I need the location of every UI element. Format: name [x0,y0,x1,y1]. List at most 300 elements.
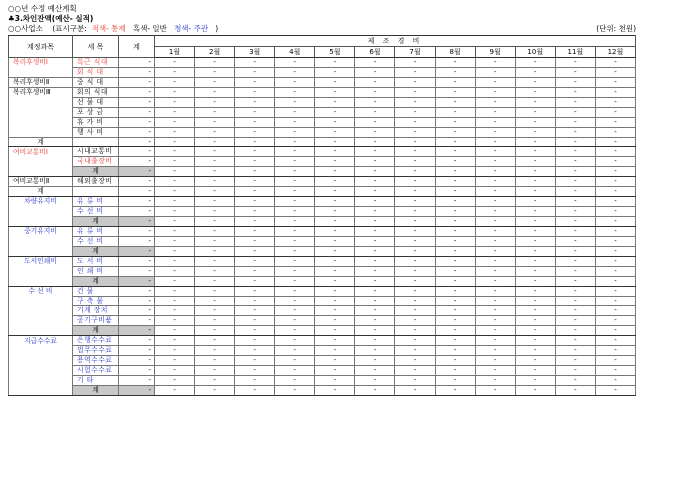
total-cell: - [119,107,155,117]
account-cell [9,157,73,167]
month-cell: - [435,266,475,276]
month-cell: - [275,256,315,266]
table-row [9,97,636,107]
month-cell: - [595,385,635,395]
month-cell: - [355,207,395,217]
month-cell: - [515,266,555,276]
month-cell: - [475,296,515,306]
month-cell: - [235,336,275,346]
month-cell: - [515,346,555,356]
month-cell: - [475,226,515,236]
total-cell: - [119,385,155,395]
month-cell: - [475,107,515,117]
month-cell: - [555,127,595,137]
table-row [9,326,636,336]
month-cell: - [475,336,515,346]
month-cell: - [275,346,315,356]
table-row [9,207,636,217]
month-cell: - [595,177,635,187]
unit-label: (단위: 천원) [596,24,636,33]
month-cell: - [355,97,395,107]
month-cell: - [275,376,315,386]
item-cell: 기계 장치 [73,306,119,316]
month-cell: - [155,217,195,227]
month-cell: - [275,306,315,316]
month-cell: - [435,157,475,167]
month-cell: - [555,177,595,187]
month-cell: - [235,117,275,127]
month-cell: - [555,67,595,77]
account-cell [9,346,73,356]
month-cell: - [395,306,435,316]
total-cell: - [119,316,155,326]
month-cell: - [355,58,395,68]
month-cell: - [235,266,275,276]
month-cell: - [395,157,435,167]
item-cell [73,187,119,197]
account-cell: 수 선 비 [9,286,73,296]
item-cell [73,137,119,147]
total-cell: - [119,326,155,336]
month-cell: - [555,286,595,296]
month-cell: - [315,157,355,167]
total-cell: - [119,256,155,266]
month-cell: - [595,207,635,217]
legend-close: ) [215,24,219,33]
month-cell: - [555,336,595,346]
item-cell: 중 식 대 [73,77,119,87]
account-cell [9,167,73,177]
month-cell: - [155,385,195,395]
month-cell: - [155,197,195,207]
month-cell: - [315,296,355,306]
total-cell: - [119,117,155,127]
month-cell: - [515,296,555,306]
month-cell: - [355,87,395,97]
item-cell: 시내교통비 [73,147,119,157]
month-cell: - [195,246,235,256]
month-cell: - [435,356,475,366]
month-cell: - [155,296,195,306]
month-cell: - [475,246,515,256]
month-cell: - [555,385,595,395]
month-cell: - [195,276,235,286]
month-cell: - [515,326,555,336]
month-cell: - [395,87,435,97]
total-cell: - [119,276,155,286]
month-cell: - [315,366,355,376]
month-cell: - [275,326,315,336]
month-cell: - [315,256,355,266]
month-cell: - [155,107,195,117]
item-cell: 유 류 비 [73,197,119,207]
account-cell: 중기유지비 [9,226,73,236]
month-cell: - [155,376,195,386]
month-cell: - [315,147,355,157]
month-cell: - [395,207,435,217]
month-cell: - [155,236,195,246]
account-cell: 복리후생비Ⅱ [9,77,73,87]
month-cell: - [315,197,355,207]
month-cell: - [235,366,275,376]
month-cell: - [155,256,195,266]
total-cell: - [119,356,155,366]
account-cell: 도서인쇄비 [9,256,73,266]
month-cell: - [315,67,355,77]
month-cell: - [595,167,635,177]
month-cell: - [155,246,195,256]
month-cell: - [195,366,235,376]
total-cell: - [119,97,155,107]
month-cell: - [155,286,195,296]
month-cell: - [435,326,475,336]
month-cell: - [475,286,515,296]
item-cell: 유 류 비 [73,226,119,236]
month-cell: - [395,187,435,197]
month-cell: - [395,127,435,137]
month-cell: - [355,326,395,336]
month-cell: - [235,107,275,117]
month-cell: - [235,256,275,266]
month-cell: - [395,366,435,376]
month-cell: - [435,58,475,68]
month-cell: - [595,236,635,246]
account-cell [9,97,73,107]
total-cell: - [119,207,155,217]
item-cell: 구 축 물 [73,296,119,306]
table-row [9,226,636,236]
total-cell: - [119,67,155,77]
month-cell: - [595,197,635,207]
month-cell: - [155,157,195,167]
total-cell: - [119,246,155,256]
month-cell: - [595,326,635,336]
month-cell: - [475,385,515,395]
month-cell: - [595,77,635,87]
month-cell: - [435,385,475,395]
month-cell: - [395,376,435,386]
month-cell: - [595,137,635,147]
month-cell: - [475,346,515,356]
header-month: 7월 [395,47,435,58]
item-cell: 포 상 금 [73,107,119,117]
month-cell: - [595,187,635,197]
month-cell: - [235,137,275,147]
month-cell: - [555,316,595,326]
month-cell: - [435,97,475,107]
total-cell: - [119,217,155,227]
month-cell: - [515,167,555,177]
month-cell: - [515,276,555,286]
month-cell: - [275,67,315,77]
month-cell: - [555,77,595,87]
month-cell: - [595,87,635,97]
month-cell: - [155,226,195,236]
month-cell: - [355,167,395,177]
month-cell: - [435,236,475,246]
month-cell: - [515,58,555,68]
month-cell: - [595,226,635,236]
month-cell: - [595,316,635,326]
month-cell: - [195,87,235,97]
month-cell: - [555,107,595,117]
month-cell: - [235,197,275,207]
month-cell: - [435,296,475,306]
month-cell: - [355,127,395,137]
month-cell: - [315,236,355,246]
account-cell: 여비교통비Ⅱ [9,177,73,187]
month-cell: - [315,58,355,68]
month-cell: - [595,246,635,256]
account-cell: 차량유지비 [9,197,73,207]
month-cell: - [195,187,235,197]
item-cell: 특근 식대 [73,58,119,68]
month-cell: - [555,376,595,386]
month-cell: - [435,177,475,187]
month-cell: - [595,157,635,167]
month-cell: - [235,207,275,217]
item-cell: 선 물 대 [73,97,119,107]
month-cell: - [355,336,395,346]
month-cell: - [355,217,395,227]
month-cell: - [435,226,475,236]
month-cell: - [235,385,275,395]
month-cell: - [595,67,635,77]
month-cell: - [555,147,595,157]
month-cell: - [555,276,595,286]
month-cell: - [275,147,315,157]
month-cell: - [315,246,355,256]
month-cell: - [355,197,395,207]
month-cell: - [435,117,475,127]
month-cell: - [355,346,395,356]
month-cell: - [235,147,275,157]
item-cell: 용역수수료 [73,356,119,366]
account-cell [9,316,73,326]
month-cell: - [475,117,515,127]
month-cell: - [435,246,475,256]
month-cell: - [155,127,195,137]
month-cell: - [475,276,515,286]
month-cell: - [355,266,395,276]
total-cell: - [119,306,155,316]
month-cell: - [155,58,195,68]
item-cell: 기 타 [73,376,119,386]
month-cell: - [595,256,635,266]
month-cell: - [515,376,555,386]
month-cell: - [235,217,275,227]
month-cell: - [475,236,515,246]
month-cell: - [395,246,435,256]
total-cell: - [119,137,155,147]
month-cell: - [475,306,515,316]
month-cell: - [515,217,555,227]
table-row [9,117,636,127]
month-cell: - [435,376,475,386]
table-row [9,366,636,376]
month-cell: - [195,67,235,77]
month-cell: - [355,137,395,147]
month-cell: - [235,356,275,366]
item-cell: 회 식 대 [73,67,119,77]
month-cell: - [475,147,515,157]
month-cell: - [355,316,395,326]
month-cell: - [395,316,435,326]
month-cell: - [315,356,355,366]
month-cell: - [355,187,395,197]
month-cell: - [275,77,315,87]
month-cell: - [315,346,355,356]
month-cell: - [475,157,515,167]
table-row [9,157,636,167]
month-cell: - [195,137,235,147]
month-cell: - [395,217,435,227]
month-cell: - [595,97,635,107]
month-cell: - [515,316,555,326]
month-cell: - [395,58,435,68]
total-cell: - [119,296,155,306]
header-month: 8월 [435,47,475,58]
item-cell: 공기구비품 [73,316,119,326]
account-cell: 복리후생비Ⅲ [9,87,73,97]
total-cell: - [119,366,155,376]
month-cell: - [435,67,475,77]
total-cell: - [119,127,155,137]
month-cell: - [155,306,195,316]
month-cell: - [435,306,475,316]
month-cell: - [195,147,235,157]
month-cell: - [475,266,515,276]
account-cell [9,276,73,286]
month-cell: - [195,266,235,276]
item-cell: 수 선 비 [73,236,119,246]
total-cell: - [119,167,155,177]
table-row [9,58,636,68]
month-cell: - [595,127,635,137]
month-cell: - [235,167,275,177]
total-cell: - [119,87,155,97]
header-account: 계정과목 [9,36,73,58]
month-cell: - [515,385,555,395]
month-cell: - [235,177,275,187]
table-row [9,77,636,87]
month-cell: - [195,107,235,117]
month-cell: - [315,217,355,227]
month-cell: - [235,236,275,246]
month-cell: - [395,276,435,286]
month-cell: - [355,306,395,316]
header-month: 3월 [235,47,275,58]
month-cell: - [275,137,315,147]
month-cell: - [555,217,595,227]
table-row [9,236,636,246]
month-cell: - [515,236,555,246]
legend-open: (표시구분: [52,24,87,33]
header-month: 9월 [475,47,515,58]
month-cell: - [515,107,555,117]
month-cell: - [275,356,315,366]
month-cell: - [195,177,235,187]
total-cell: - [119,177,155,187]
account-cell: 복리후생비Ⅰ [9,58,73,68]
month-cell: - [435,187,475,197]
account-cell [9,236,73,246]
month-cell: - [555,296,595,306]
month-cell: - [275,127,315,137]
total-cell: - [119,187,155,197]
header-month: 6월 [355,47,395,58]
header-month: 10월 [515,47,555,58]
month-cell: - [155,316,195,326]
month-cell: - [195,326,235,336]
month-cell: - [355,296,395,306]
month-cell: - [195,58,235,68]
month-cell: - [435,87,475,97]
month-cell: - [275,226,315,236]
table-row [9,296,636,306]
month-cell: - [355,376,395,386]
month-cell: - [275,266,315,276]
header-month: 12월 [595,47,635,58]
month-cell: - [475,77,515,87]
table-row [9,306,636,316]
account-cell [9,266,73,276]
item-cell: 계 [73,217,119,227]
month-cell: - [275,217,315,227]
month-cell: - [275,117,315,127]
branch-name: ○○사업소 [8,24,43,33]
month-cell: - [235,306,275,316]
account-cell [9,107,73,117]
table-row [9,336,636,346]
month-cell: - [355,356,395,366]
account-cell [9,376,73,386]
table-row [9,87,636,97]
item-cell: 해외출장비 [73,177,119,187]
item-cell: 건 물 [73,286,119,296]
month-cell: - [595,376,635,386]
month-cell: - [435,137,475,147]
month-cell: - [355,385,395,395]
table-row [9,137,636,147]
month-cell: - [195,236,235,246]
month-cell: - [435,127,475,137]
month-cell: - [355,77,395,87]
month-cell: - [195,296,235,306]
month-cell: - [395,336,435,346]
month-cell: - [235,127,275,137]
month-cell: - [475,187,515,197]
month-cell: - [595,276,635,286]
month-cell: - [515,77,555,87]
month-cell: - [595,58,635,68]
month-cell: - [475,137,515,147]
month-cell: - [555,306,595,316]
month-cell: - [515,97,555,107]
month-cell: - [515,256,555,266]
month-cell: - [475,217,515,227]
month-cell: - [515,127,555,137]
month-cell: - [155,87,195,97]
month-cell: - [395,286,435,296]
account-cell: 지급수수료 [9,336,73,346]
account-cell [9,326,73,336]
month-cell: - [555,187,595,197]
header-month: 5월 [315,47,355,58]
month-cell: - [355,276,395,286]
month-cell: - [595,286,635,296]
month-cell: - [315,137,355,147]
